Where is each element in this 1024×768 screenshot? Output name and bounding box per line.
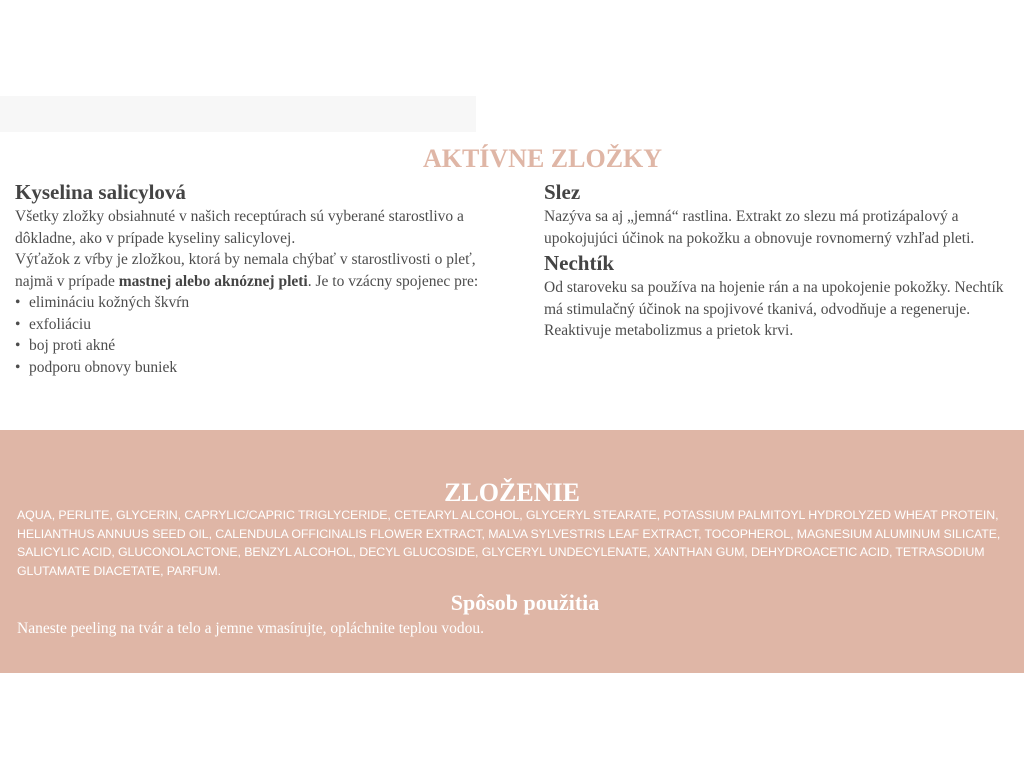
herbs-section [544, 178, 1012, 342]
mallow-heading: Slez [544, 180, 581, 204]
list-item: • exfoliáciu [15, 314, 495, 336]
composition-title: ZLOŽENIE [444, 478, 580, 507]
salicylic-para-1: Všetky zložky obsiahnuté v našich receptúrach sú vyberané starostlivo a dôkladne, ako v prípade kyseliny salicylovej. [15, 208, 464, 247]
calendula-heading: Nechtík [544, 251, 614, 275]
composition-band [0, 430, 1024, 673]
salicylic-section [15, 178, 495, 378]
salicylic-para-2-bold: mastnej alebo aknóznej pleti [118, 272, 308, 290]
salicylic-para-2-end: . Je to vzácny spojenec pre: [307, 272, 479, 290]
calendula-text: Od staroveku sa používa na hojenie rán a na upokojenie pokožky. Nechtík má stimulačný účinok na spojivové tkanivá, odvodňuje a regeneruje. Reaktivuje metabolizmus a prietok krvi. [544, 279, 1004, 339]
usage-text: Naneste peeling na tvár a telo a jemne vmasírujte, opláchnite teplou vodou. [17, 620, 484, 637]
active-ingredients-title: AKTÍVNE ZLOŽKY [422, 144, 663, 173]
list-item: • boj proti akné [15, 335, 495, 357]
usage-title: Spôsob použitia [450, 590, 600, 615]
list-item: • elimináciu kožných škvŕn [15, 292, 495, 314]
list-item: • podporu obnovy buniek [15, 357, 495, 379]
mallow-text: Nazýva sa aj „jemná“ rastlina. Extrakt zo slezu má protizápalový a upokojujúci účinok na pokožku a obnovuje rovnomerný vzhľad pleti. [544, 208, 975, 247]
ingredients-list: AQUA, PERLITE, GLYCERIN, CAPRYLIC/CAPRIC TRIGLYCERIDE, CETEARYL ALCOHOL, GLYCERYL STEARATE, POTASSIUM PALMITOYL HYDROLYZED WHEAT PROTEIN, HELIANTHUS ANNUUS SEED OIL, CALENDULA OFFICINALIS FLOWER EXTRACT, MALVA SYLVESTRIS LEAF EXTRACT, TOCOPHEROL, MAGNESIUM ALUMINUM SILICATE, SALICYLIC ACID, GLUCONOLACTONE, BENZYL ALCOHOL, DECYL GLUCOSIDE, GLYCERYL UNDECYLENATE, XANTHAN GUM, DEHYDROACETIC ACID, TETRASODIUM GLUTAMATE DIACETATE, PARFUM. [17, 508, 1001, 579]
salicylic-benefits-list [15, 292, 495, 378]
top-strip [0, 96, 476, 132]
salicylic-heading: Kyselina salicylová [15, 180, 186, 204]
salicylic-para-2 [15, 249, 495, 292]
salicylic-para-2-start: Výťažok z vŕby je zložkou, ktorá by nemala chýbať v starostlivosti o pleť, najmä v prípade [15, 251, 476, 290]
